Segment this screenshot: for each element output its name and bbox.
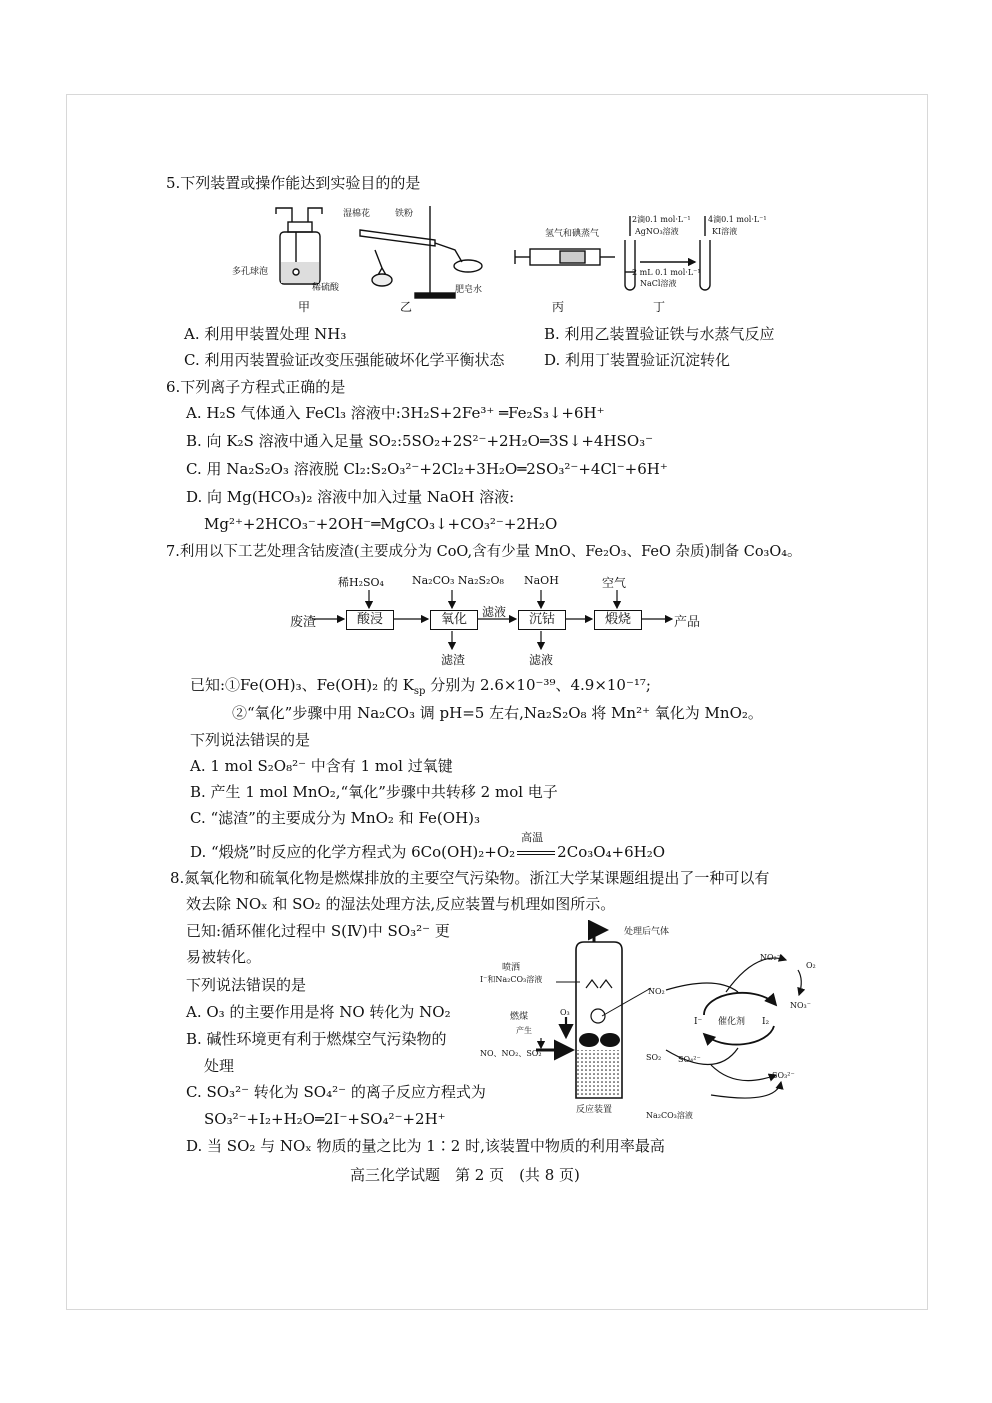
ding-label-drop1: 2滴0.1 mol·L⁻¹ bbox=[632, 215, 691, 224]
q6-stem: 6.下列离子方程式正确的是 bbox=[166, 378, 346, 396]
flow-end: 产品 bbox=[674, 615, 701, 630]
flow-step-precipitate: 沉钴 bbox=[518, 610, 566, 630]
condition-high-temp: 高温 bbox=[521, 831, 544, 844]
yi-label-cotton: 湿棉花 bbox=[343, 209, 371, 219]
fig-catalyst-label: 催化剂 bbox=[718, 1017, 746, 1027]
q8-known-2: 易被转化。 bbox=[186, 948, 262, 966]
caption-ding: 丁 bbox=[653, 300, 666, 314]
ding-label-naclb: NaCl溶液 bbox=[640, 279, 677, 288]
fig-o3-label: O₃ bbox=[560, 1008, 570, 1017]
apparatus-jia bbox=[276, 208, 322, 284]
q5-option-b: B. 利用乙装置验证铁与水蒸气反应 bbox=[544, 325, 775, 343]
page-footer: 高三化学试题 第 2 页 (共 8 页) bbox=[350, 1166, 580, 1184]
fig-gases-label: NO、NO₂、SO₂ bbox=[480, 1049, 542, 1058]
q8-option-a: A. O₃ 的主要作用是将 NO 转化为 NO₂ bbox=[186, 1003, 451, 1021]
fig-spray-solution-label: I⁻和Na₂CO₃溶液 bbox=[480, 975, 543, 984]
reactor-vessel bbox=[536, 930, 622, 1098]
caption-bing: 丙 bbox=[552, 300, 565, 314]
flow-step-calcine: 煅烧 bbox=[594, 610, 642, 630]
q7-option-a: A. 1 mol S₂O₈²⁻ 中含有 1 mol 过氧键 bbox=[190, 757, 453, 775]
q7-option-c: C. “滤渣”的主要成分为 MnO₂ 和 Fe(OH)₃ bbox=[190, 809, 481, 827]
q5-stem: 5.下列装置或操作能达到实验目的的是 bbox=[166, 174, 421, 192]
apparatus-bing bbox=[515, 249, 615, 265]
fig-so2-label: SO₂ bbox=[646, 1053, 662, 1062]
flow-filtrate-mid: 滤液 bbox=[482, 605, 507, 619]
q8-ask: 下列说法错误的是 bbox=[186, 976, 307, 994]
fig-so4-label: SO₄²⁻ bbox=[678, 1055, 701, 1064]
q8-option-c: C. SO₃²⁻ 转化为 SO₄²⁻ 的离子反应方程式为 bbox=[186, 1083, 486, 1101]
q7-known-2: ②“氧化”步骤中用 Na₂CO₃ 调 pH=5 左右,Na₂S₂O₈ 将 Mn²⁺ 氧化为 MnO₂。 bbox=[232, 704, 763, 722]
flow-arrows bbox=[280, 585, 700, 655]
flow-input-acid: 稀H₂SO₄ bbox=[338, 576, 384, 589]
q8-option-c-equation: SO₃²⁻+I₂+H₂O═2I⁻+SO₄²⁻+2H⁺ bbox=[204, 1110, 446, 1128]
q7-known-1: 已知:①Fe(OH)₃、Fe(OH)₂ 的 $K_{sp}$ 分别为 2.6×10⁻³⁹、4.9×10⁻¹⁷; bbox=[190, 676, 651, 697]
caption-yi: 乙 bbox=[400, 300, 413, 314]
q7-option-b: B. 产生 1 mol MnO₂,“氧化”步骤中共转移 2 mol 电子 bbox=[190, 783, 558, 801]
flow-start: 废渣 bbox=[290, 615, 317, 630]
q7-stem: 7.利用以下工艺处理含钴废渣(主要成分为 CoO,含有少量 MnO、Fe₂O₃、FeO 杂质)制备 Co₃O₄。 bbox=[166, 544, 802, 560]
flow-output-filtrate: 滤液 bbox=[529, 653, 554, 667]
yi-label-soap: 肥皂水 bbox=[455, 285, 483, 295]
fig-reactor-label: 反应装置 bbox=[576, 1105, 613, 1115]
q8-option-d: D. 当 SO₂ 与 NOₓ 物质的量之比为 1∶2 时,该装置中物质的利用率最高 bbox=[186, 1137, 665, 1155]
q6-option-c: C. 用 Na₂S₂O₃ 溶液脱 Cl₂:S₂O₃²⁻+2Cl₂+3H₂O═2SO₃²⁻+4Cl⁻+6H⁺ bbox=[186, 460, 668, 478]
q5-option-a: A. 利用甲装置处理 NH₃ bbox=[184, 325, 347, 343]
ding-label-drop2: 4滴0.1 mol·L⁻¹ bbox=[708, 215, 767, 224]
fig-i2-label: I₂ bbox=[762, 1017, 770, 1027]
fig-iodide-label: I⁻ bbox=[694, 1017, 703, 1027]
fig-na2co3-label: Na₂CO₃溶液 bbox=[646, 1111, 693, 1120]
q6-option-b: B. 向 K₂S 溶液中通入足量 SO₂:5SO₂+2S²⁻+2H₂O═3S↓+4HSO₃⁻ bbox=[186, 432, 654, 450]
flow-step-oxidize: 氧化 bbox=[430, 610, 478, 630]
ding-label-drop2b: KI溶液 bbox=[712, 227, 738, 236]
q6-option-a: A. H₂S 气体通入 FeCl₃ 溶液中:3H₂S+2Fe³⁺ ═Fe₂S₃↓+6H⁺ bbox=[186, 404, 605, 422]
q6-option-d-equation: Mg²⁺+2HCO₃⁻+2OH⁻═MgCO₃↓+CO₃²⁻+2H₂O bbox=[204, 515, 558, 533]
q7-option-d: D. “煅烧”时反应的化学方程式为 6Co(OH)₂+O₂ 高温 2Co₃O₄+6H₂O bbox=[190, 842, 665, 862]
ding-label-nacl: 2 mL 0.1 mol·L⁻¹ bbox=[632, 268, 701, 277]
flow-input-oxidant: Na₂CO₃ Na₂S₂O₈ bbox=[412, 574, 504, 587]
q5-apparatus-figure bbox=[230, 200, 790, 325]
q8-option-b-cont: 处理 bbox=[204, 1057, 235, 1075]
fig-o2-label: O₂ bbox=[806, 961, 816, 970]
flow-input-naoh: NaOH bbox=[524, 574, 559, 587]
q8-stem-2: 效去除 NOₓ 和 SO₂ 的湿法处理方法,反应装置与机理如图所示。 bbox=[186, 895, 616, 913]
jia-label-acid: 稀硫酸 bbox=[312, 283, 340, 293]
flow-output-residue: 滤渣 bbox=[441, 653, 466, 667]
fig-produce-label: 产生 bbox=[516, 1026, 532, 1035]
q8-known-1: 已知:循环催化过程中 S(Ⅳ)中 SO₃²⁻ 更 bbox=[186, 922, 450, 940]
jia-label-porous: 多孔球泡 bbox=[232, 267, 269, 277]
flow-step-acid-leach: 酸浸 bbox=[346, 610, 394, 630]
fig-no2-label: NO₂ bbox=[648, 987, 665, 996]
fig-spray-label: 喷洒 bbox=[502, 963, 521, 973]
fig-no2-minus-label: NO₂⁻ bbox=[760, 953, 781, 962]
flow-input-air: 空气 bbox=[602, 576, 627, 590]
yi-label-iron: 铁粉 bbox=[395, 209, 414, 219]
fig-exhaust-label: 处理后气体 bbox=[624, 927, 670, 937]
q8-reactor-figure bbox=[476, 920, 826, 1125]
caption-jia: 甲 bbox=[298, 300, 311, 314]
q6-option-d: D. 向 Mg(HCO₃)₂ 溶液中加入过量 NaOH 溶液: bbox=[186, 488, 515, 506]
q5-option-d: D. 利用丁装置验证沉淀转化 bbox=[544, 351, 731, 369]
q5-option-c: C. 利用丙装置验证改变压强能破坏化学平衡状态 bbox=[184, 351, 505, 369]
fig-coal-label: 燃煤 bbox=[510, 1012, 529, 1022]
ding-label-drop1b: AgNO₃溶液 bbox=[635, 227, 679, 236]
q7-ask: 下列说法错误的是 bbox=[190, 731, 311, 749]
fig-no3-minus-label: NO₃⁻ bbox=[790, 1001, 811, 1010]
q8-option-b: B. 碱性环境更有利于燃煤空气污染物的 bbox=[186, 1030, 447, 1048]
bing-label-gas: 氢气和碘蒸气 bbox=[545, 229, 600, 239]
fig-so3-label: SO₃²⁻ bbox=[772, 1071, 795, 1080]
q8-stem-1: 8.氮氧化物和硫氧化物是燃煤排放的主要空气污染物。浙江大学某课题组提出了一种可以有 bbox=[170, 869, 770, 887]
